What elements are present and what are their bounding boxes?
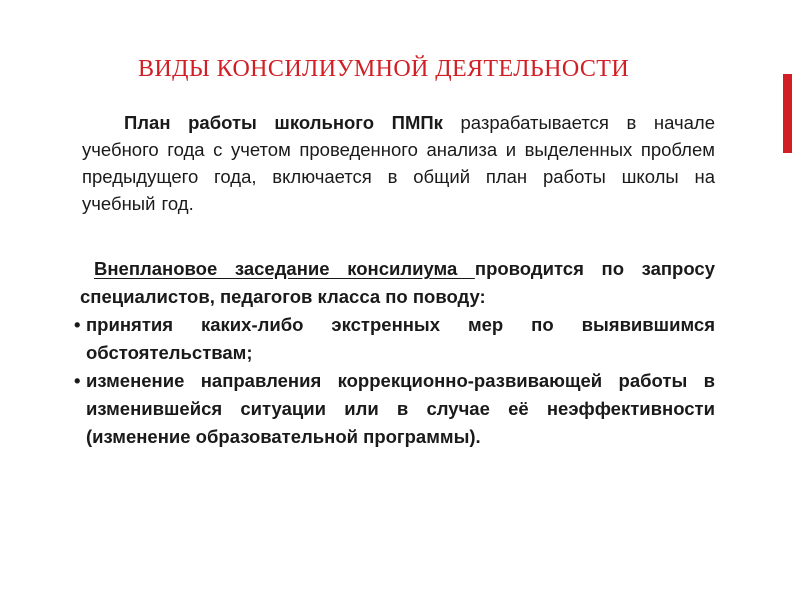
accent-bar [783, 74, 792, 153]
paragraph-unscheduled-underlined: Внеплановое заседание консилиума [94, 258, 475, 279]
bullet-text: изменение направления коррекционно-развивающей работы в изменившейся ситуации или в случае её неэффективности (изменение образовательной программы). [86, 370, 715, 447]
bullet-item [74, 367, 715, 451]
paragraph-plan-text: разрабатывается в начале учебного года с учетом проведенного анализа и выделенных проблем предыдущего года, включается в общий план работы школы на учебный год. [82, 112, 715, 214]
slide-title: ВИДЫ КОНСИЛИУМНОЙ ДЕЯТЕЛЬНОСТИ [138, 56, 630, 82]
paragraph-plan [82, 109, 715, 217]
bullet-item [74, 311, 715, 367]
paragraph-plan-lead: План работы школьного ПМПк [124, 112, 443, 133]
paragraph-unscheduled-intro [74, 255, 715, 311]
bullet-marker: • [74, 314, 81, 335]
paragraph-unscheduled [74, 255, 715, 451]
bullet-marker: • [74, 370, 81, 391]
paragraph-unscheduled-text: проводится по запросу специалистов, педагогов класса по поводу: [80, 258, 715, 307]
bullet-text: принятия каких-либо экстренных мер по выявившимся обстоятельствам; [86, 314, 715, 363]
